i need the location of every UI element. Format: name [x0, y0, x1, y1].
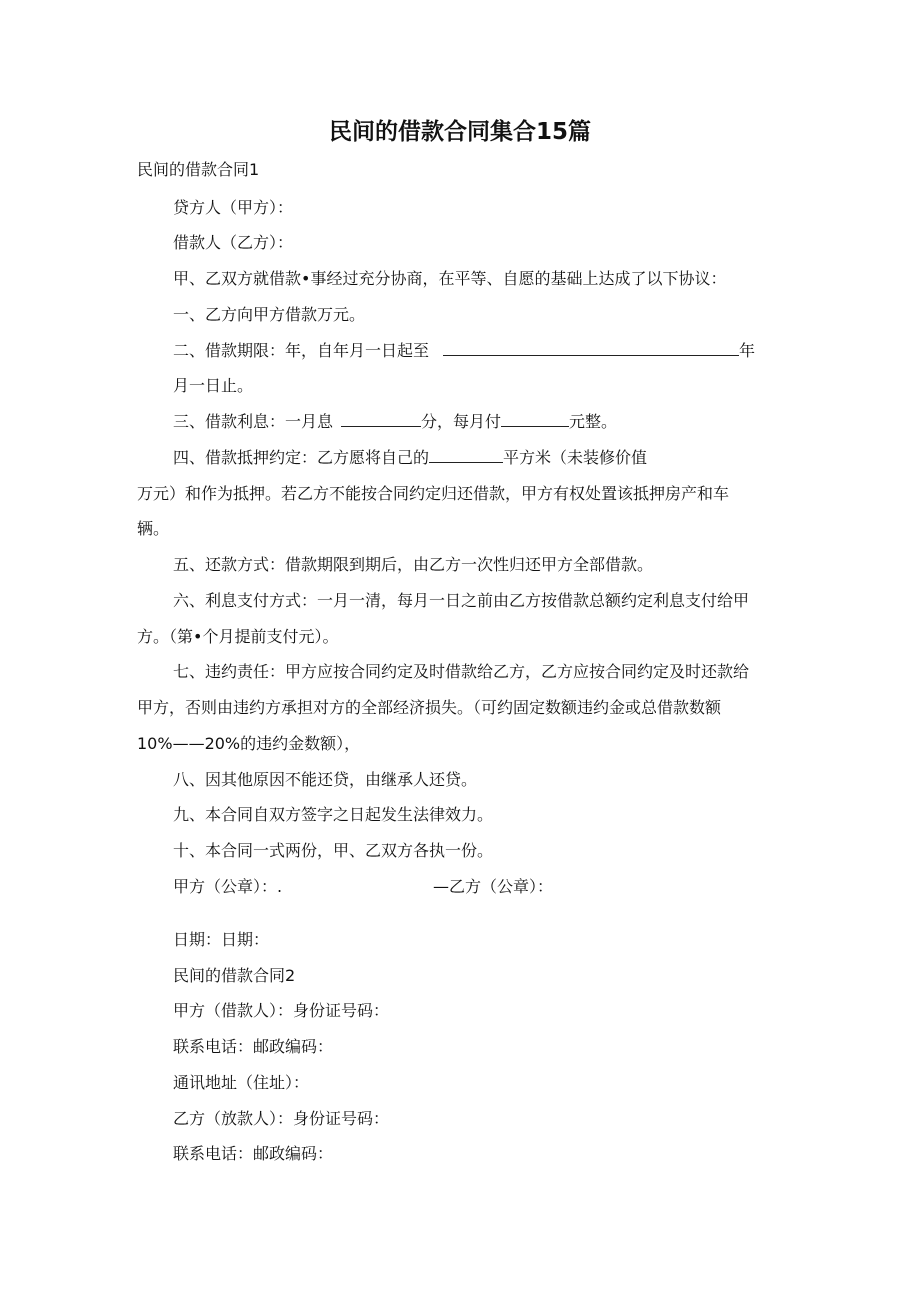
- clause-2-line-1: [173, 341, 755, 361]
- clause-3: [173, 412, 617, 432]
- clause-4-line-3: 辆。: [137, 519, 170, 538]
- clause-10: 十、本合同一式两份，甲、乙双方各执一份。: [173, 841, 494, 860]
- clause-3-text-b: 分，每月付: [421, 412, 502, 431]
- clause-4-text-b: 平方米（未装修价值: [503, 448, 648, 467]
- clause-8: 八、因其他原因不能还贷，由继承人还贷。: [173, 770, 478, 789]
- clause-5: 五、还款方式：借款期限到期后，由乙方一次性归还甲方全部借款。: [173, 555, 654, 574]
- clause-2-text: 二、借款期限：年，自年月一日起至: [173, 341, 430, 360]
- intro-paragraph: 甲、乙双方就借款•事经过充分协商，在平等、自愿的基础上达成了以下协议：: [173, 269, 727, 288]
- party-a-contact-line: 联系电话：邮政编码：: [173, 1037, 334, 1056]
- document-title: 民间的借款合同集合15篇: [328, 119, 591, 145]
- blank-field: [501, 412, 569, 427]
- blank-field: [341, 412, 421, 427]
- clause-2-year: 年: [739, 341, 756, 360]
- clause-4-line-2: 万元）和作为抵押。若乙方不能按合同约定归还借款，甲方有权处置该抵押房产和车: [137, 484, 730, 503]
- party-a-address-line: 通讯地址（住址）：: [173, 1073, 310, 1092]
- clause-2-line-2: 月一日止。: [173, 376, 254, 395]
- party-b-contact-line: 联系电话：邮政编码：: [173, 1144, 334, 1163]
- clause-7-line-1: 七、违约责任：甲方应按合同约定及时借款给乙方，乙方应按合同约定及时还款给: [173, 662, 750, 681]
- clause-3-text-c: 元整。: [569, 412, 618, 431]
- clause-3-text: 三、借款利息：一月息: [173, 412, 334, 431]
- lender-line: 贷方人（甲方）：: [173, 198, 294, 217]
- contract1-heading: 民间的借款合同1: [137, 160, 260, 179]
- clause-6-line-2: 方。（第•个月提前支付元）。: [137, 627, 339, 646]
- blank-field: [443, 341, 739, 356]
- clause-7-line-2: 甲方，否则由违约方承担对方的全部经济损失。（可约固定数额违约金或总借款数额: [137, 698, 722, 717]
- clause-1: 一、乙方向甲方借款万元。: [173, 305, 366, 324]
- party-a-id-line: 甲方（借款人）：身份证号码：: [173, 1001, 390, 1020]
- blank-field: [429, 448, 503, 463]
- clause-4-text: 四、借款抵押约定：乙方愿将自己的: [173, 448, 430, 467]
- clause-7-line-3: 10%——20%的违约金数额），: [137, 734, 361, 753]
- party-b-id-line: 乙方（放款人）：身份证号码：: [173, 1109, 390, 1128]
- signature-party-a: 甲方（公章）：.: [173, 877, 283, 896]
- clause-6-line-1: 六、利息支付方式：一月一清，每月一日之前由乙方按借款总额约定利息支付给甲: [173, 591, 750, 610]
- borrower-line: 借款人（乙方）：: [173, 233, 294, 252]
- contract2-heading: 民间的借款合同2: [173, 966, 296, 985]
- signature-party-b: —乙方（公章）：: [433, 877, 554, 896]
- signature-date: 日期：日期：: [173, 930, 270, 949]
- clause-9: 九、本合同自双方签字之日起发生法律效力。: [173, 805, 494, 824]
- clause-4-line-1: [173, 448, 647, 468]
